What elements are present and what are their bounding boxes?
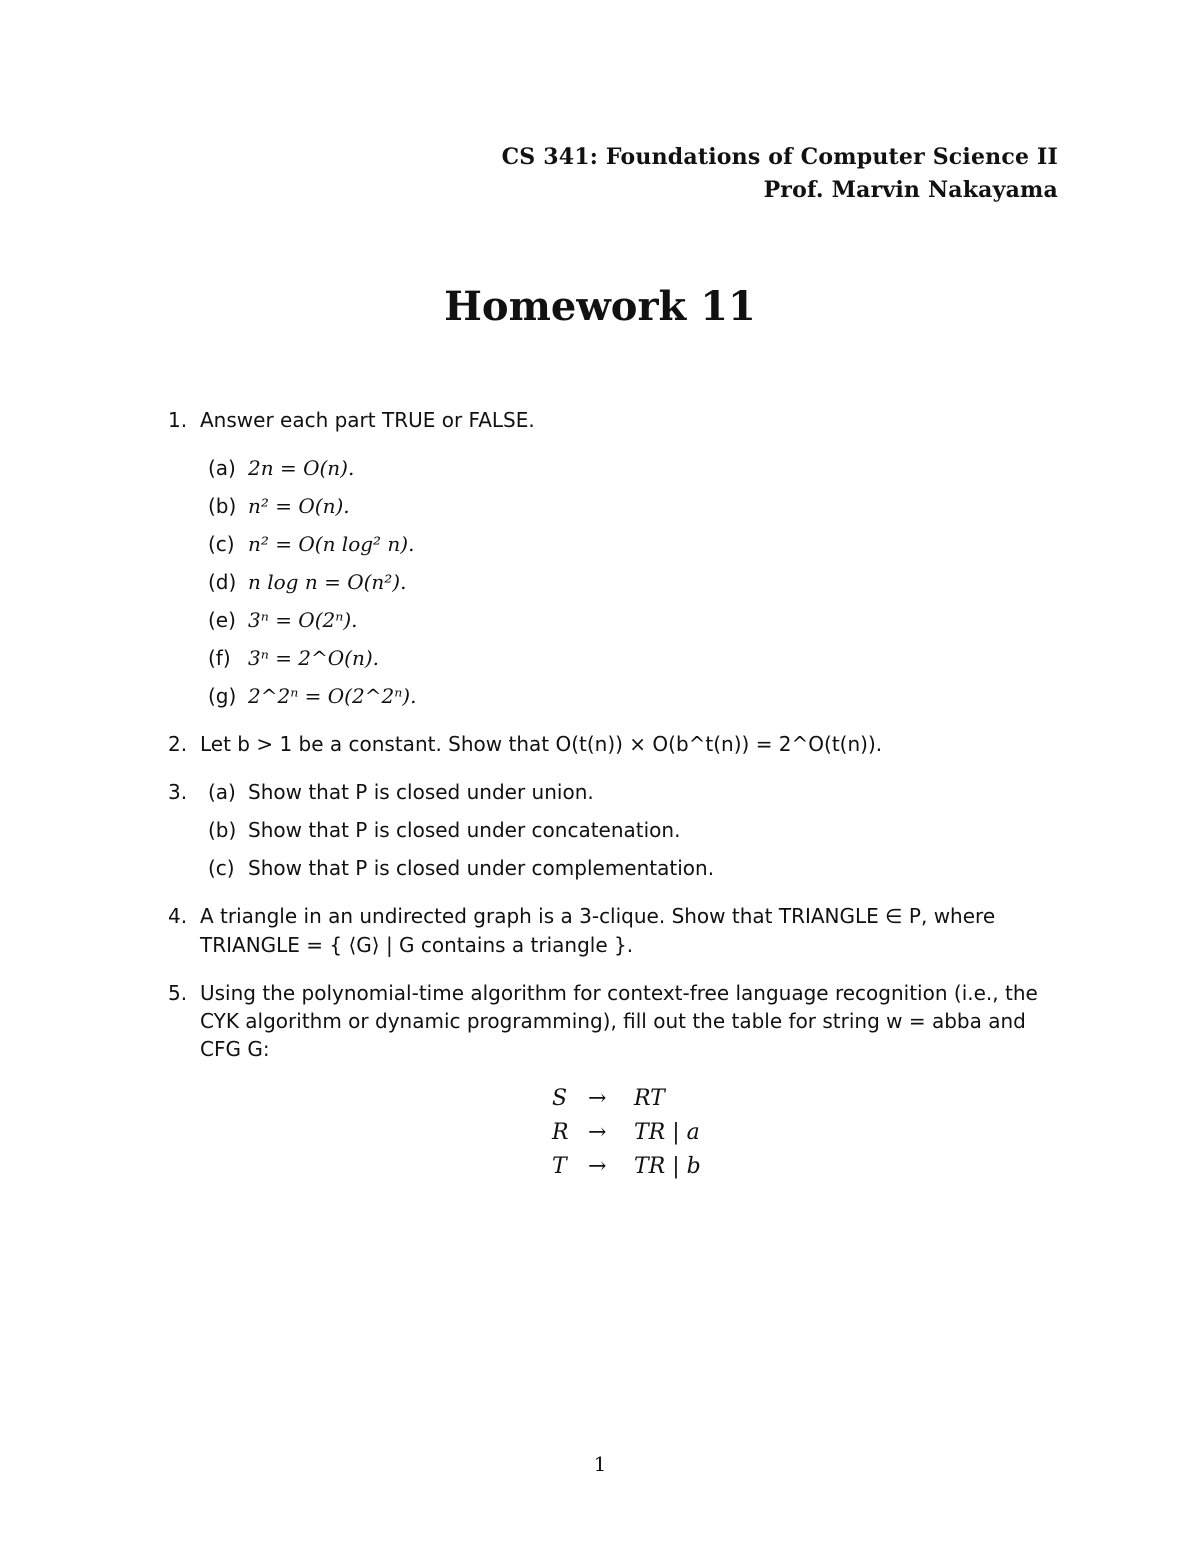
part-label: (a): [208, 456, 236, 480]
rule-arrow: →: [588, 1120, 607, 1145]
problem-text: CYK algorithm or dynamic programming), fill out the table for string w = abba and: [200, 1009, 1026, 1033]
part-label: (g): [208, 684, 237, 708]
rule-rhs: TR | a: [634, 1120, 700, 1145]
part-label: (a): [208, 780, 236, 804]
professor-name: Prof. Marvin Nakayama: [763, 177, 1058, 203]
page-title: Homework 11: [444, 283, 756, 330]
problem-text: Answer each part TRUE or FALSE.: [200, 408, 535, 432]
rule-lhs: S: [552, 1086, 568, 1111]
rule-lhs: T: [552, 1154, 567, 1179]
rule-rhs: TR | b: [634, 1154, 701, 1179]
part-expression: 2n = O(n).: [248, 456, 355, 480]
rule-rhs: RT: [634, 1086, 665, 1111]
problem-text: Let b > 1 be a constant. Show that O(t(n)) × O(b^t(n)) = 2^O(t(n)).: [200, 732, 883, 756]
part-expression: 3ⁿ = 2^O(n).: [248, 646, 380, 670]
part-expression: 3ⁿ = O(2ⁿ).: [248, 608, 358, 632]
part-label: (c): [208, 532, 235, 556]
part-expression: n² = O(n).: [248, 494, 350, 518]
problem-number: 4.: [168, 904, 188, 928]
part-label: (b): [208, 494, 237, 518]
rule-arrow: →: [588, 1154, 607, 1179]
rule-lhs: R: [552, 1120, 569, 1145]
problem-number: 3.: [168, 780, 188, 804]
part-label: (f): [208, 646, 231, 670]
problem-text: Using the polynomial-time algorithm for context-free language recognition (i.e., the: [200, 981, 1038, 1005]
problem-text: TRIANGLE = { ⟨G⟩ | G contains a triangle }.: [200, 933, 634, 957]
part-text: Show that P is closed under complementation.: [248, 856, 715, 880]
part-label: (e): [208, 608, 236, 632]
page-number: 1: [593, 1452, 607, 1476]
problem-number: 5.: [168, 981, 188, 1005]
course-title: CS 341: Foundations of Computer Science II: [501, 144, 1058, 170]
rule-arrow: →: [588, 1086, 607, 1111]
problem-number: 2.: [168, 732, 188, 756]
part-label: (b): [208, 818, 237, 842]
problem-number: 1.: [168, 408, 188, 432]
problem-text: CFG G:: [200, 1037, 270, 1061]
part-text: Show that P is closed under concatenation.: [248, 818, 681, 842]
part-label: (c): [208, 856, 235, 880]
part-expression: n log n = O(n²).: [248, 570, 407, 594]
part-expression: 2^2ⁿ = O(2^2ⁿ).: [248, 684, 417, 708]
part-expression: n² = O(n log² n).: [248, 532, 415, 556]
problem-text: A triangle in an undirected graph is a 3-clique. Show that TRIANGLE ∈ P, where: [200, 904, 996, 928]
part-label: (d): [208, 570, 237, 594]
part-text: Show that P is closed under union.: [248, 780, 594, 804]
